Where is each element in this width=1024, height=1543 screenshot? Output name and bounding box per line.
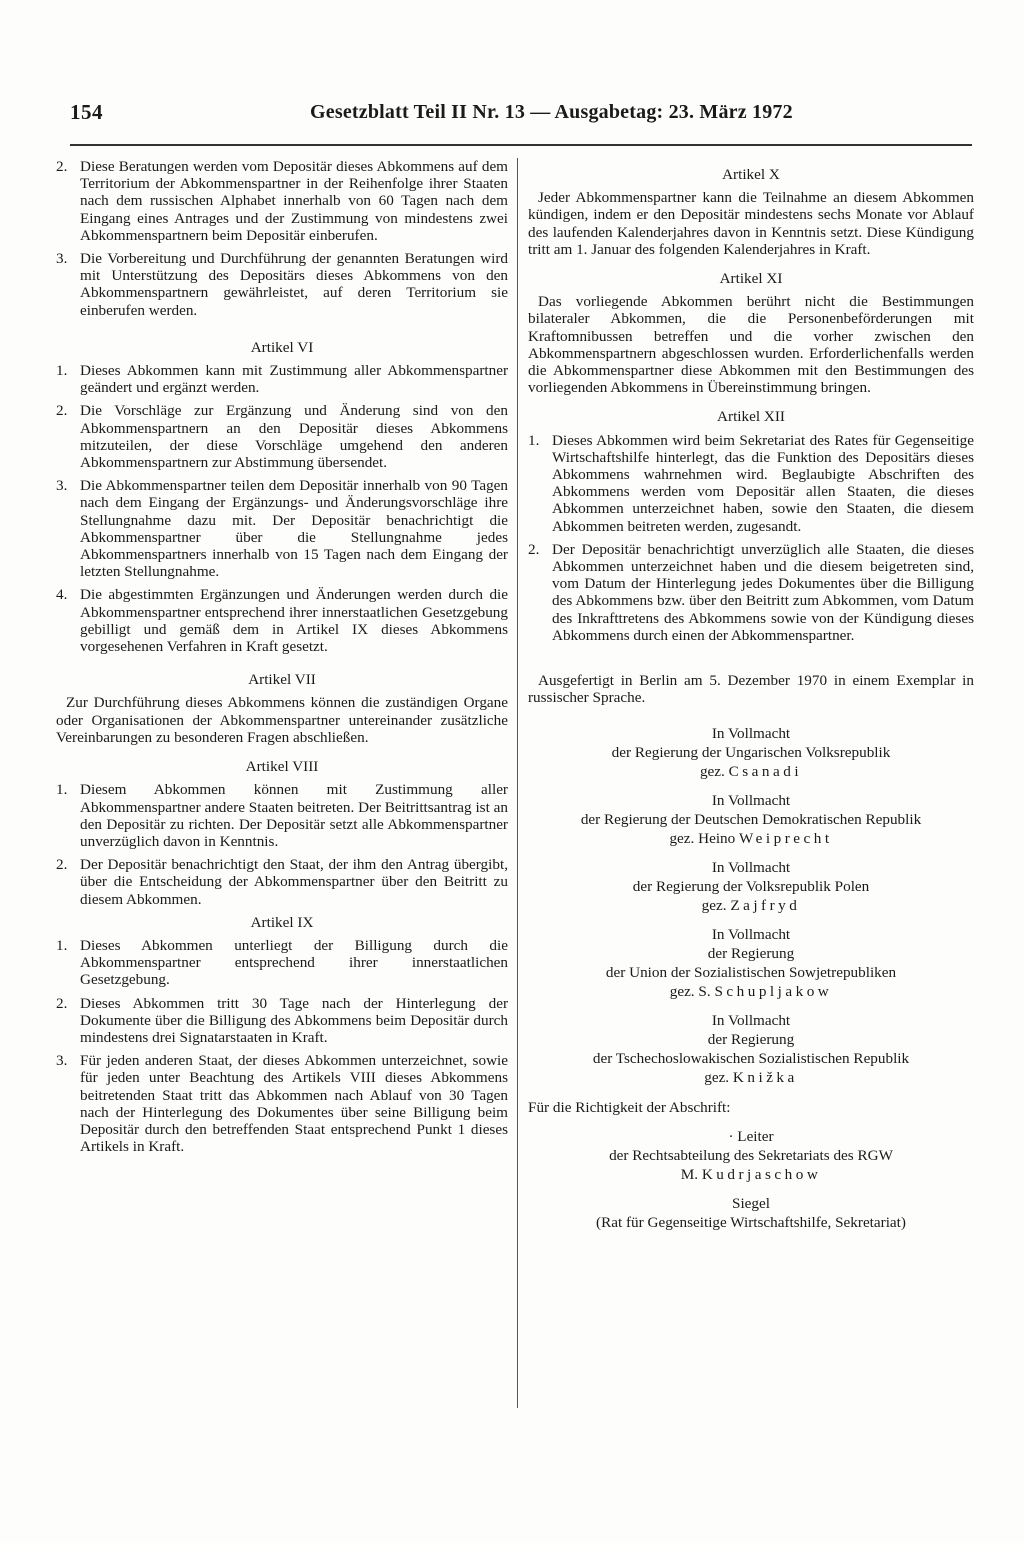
- signature-poland: [528, 858, 974, 915]
- signatory-name: Knižka: [732, 1069, 798, 1087]
- signature-line: der Regierung der Volksrepublik Polen: [632, 878, 870, 896]
- column-divider: [517, 158, 518, 1408]
- item-text: Der Depositär benachrichtigt unverzüglich alle Staaten, die dieses Abkommen unterzeichnet haben und die diesem beigetreten sind, vom Datum der Hinterlegung jedes Dokumentes über die Billigung des Abkommens bzw. über den Beitritt zum Abkommen, vom Datum des Inkrafttretens des Abkommens sowie von der Kündigung dieses Abkommens durch einen der Abkommenspartner.: [552, 540, 974, 644]
- list-item: [56, 250, 508, 319]
- article-heading: Artikel VIII: [245, 758, 319, 776]
- gez-label: gez. Heino: [669, 830, 736, 848]
- gez-label: gez.: [699, 763, 725, 781]
- item-text: Dieses Abkommen kann mit Zustimmung aller Abkommenspartner geändert und ergänzt werden.: [80, 362, 508, 397]
- list-item: [528, 432, 974, 535]
- item-text: Diesem Abkommen können mit Zustimmung aller Abkommenspartner andere Staaten beitreten. Der Beitrittsantrag ist an den Depositär zu richten. Der Depositär setzt alle Abkommenspartner unverzüglich davon in Kenntnis.: [80, 781, 508, 850]
- item-number: 1.: [56, 362, 68, 380]
- signature-line: In Vollmacht: [711, 725, 791, 743]
- gez-label: gez. S.: [669, 983, 711, 1001]
- signature-line: In Vollmacht: [711, 792, 791, 810]
- initial-label: M.: [680, 1165, 699, 1183]
- signatory: [528, 762, 974, 781]
- list-item: [56, 781, 508, 850]
- closing-statement: Ausgefertigt in Berlin am 5. Dezember 1970 in einem Exemplar in russischer Sprache.: [528, 672, 974, 707]
- signatory-name: Schupljakow: [714, 983, 833, 1001]
- list-item: [56, 856, 508, 908]
- certification-label: Für die Richtigkeit der Abschrift:: [528, 1099, 731, 1117]
- seal-block: [528, 1194, 974, 1232]
- gez-label: gez.: [704, 1069, 730, 1087]
- article-text: Zur Durchführung dieses Abkommens können die zuständigen Organe oder Organisationen der Abkommenspartner untereinander zusätzliche Vereinbarungen zu besonderen Fragen abschließen.: [56, 694, 508, 746]
- list-item: [56, 158, 508, 244]
- signature-line: · Leiter: [728, 1127, 774, 1145]
- gez-label: gez.: [701, 897, 727, 915]
- list-item: [56, 477, 508, 580]
- page-header: [70, 100, 972, 140]
- item-number: 1.: [56, 781, 68, 799]
- list-item: [56, 1052, 508, 1155]
- item-number: 3.: [56, 477, 68, 495]
- article-text: Jeder Abkommenspartner kann die Teilnahme an diesem Abkommen kündigen, indem er den Depositär mindestens sechs Monate vor Ablauf des laufenden Kalenderjahres davon in Kenntnis setzt. Diese Kündigung tritt am 1. Januar des folgenden Kalenderjahres in Kraft.: [528, 189, 974, 258]
- signature-leiter: [528, 1127, 974, 1184]
- article-text: Das vorliegende Abkommen berührt nicht die Bestimmungen bilateraler Abkommen, die die Personenbeförderungen mit Kraftomnibussen betreffen und die vorher zwischen den Abkommenspartnern abgeschlossen wurden. Erforderlichenfalls werden die Abkommenspartner diese Abkommen mit den Bestimmungen des vorliegenden Abkommens in Übereinstimmung bringen.: [528, 293, 974, 397]
- item-text: Die Abkommenspartner teilen dem Depositär innerhalb von 90 Tagen nach dem Eingang der Ergänzungs- und Änderungsvorschläge ihre Stellungnahme dazu mit. Der Depositär benachrichtigt die Abkommenspartner über die Stellungnahme jedes Abkommenspartners innerhalb von 15 Tagen nach dem Eingang der letzten Stellungnahme.: [80, 477, 508, 581]
- signatory: [528, 1068, 974, 1087]
- item-number: 2.: [528, 540, 540, 558]
- header-rule: [70, 144, 972, 146]
- signature-line: der Rechtsabteilung des Sekretariats des RGW: [609, 1146, 893, 1164]
- item-text: Diese Beratungen werden vom Depositär dieses Abkommens auf dem Territorium der Abkommenspartner in der Reihenfolge ihrer Staaten nach dem russischen Alphabet innerhalb von 60 Tagen nach dem Eingang eines Antrages und der Zustimmung von mindestens zwei Abkommenspartnern beim Depositär einberufen.: [80, 158, 508, 244]
- item-text: Die Vorschläge zur Ergänzung und Änderung sind von den Abkommenspartnern an den Depositär dieses Abkommens mitzuteilen, der diese Vorschläge umgehend den anderen Abkommenspartnern zur Abstimmung übersendet.: [80, 402, 508, 472]
- article-heading: Artikel XI: [719, 270, 783, 288]
- item-text: Dieses Abkommen unterliegt der Billigung durch die Abkommenspartner entsprechend ihrer innerstaatlichen Gesetzgebung.: [80, 936, 508, 989]
- item-number: 1.: [56, 936, 68, 954]
- signature-line: In Vollmacht: [711, 859, 791, 877]
- signature-hungary: [528, 724, 974, 781]
- signatory: [528, 982, 974, 1001]
- article-heading: Artikel IX: [250, 913, 314, 931]
- signatory: [528, 829, 974, 848]
- signatory: [528, 896, 974, 915]
- signatory-name: Weiprecht: [739, 830, 833, 848]
- item-text: Die abgestimmten Ergänzungen und Änderungen werden durch die Abkommenspartner entsprechend ihrer innerstaatlichen Gesetzgebung gebilligt und gemäß dem in Artikel IX dieses Abkommens vorgesehenen Verfahren in Kraft gesetzt.: [80, 586, 508, 656]
- signature-line: der Regierung der Deutschen Demokratischen Republik: [580, 811, 922, 829]
- right-column: [528, 158, 974, 1242]
- list-item: [528, 541, 974, 644]
- left-column: [56, 158, 508, 1161]
- item-number: 2.: [56, 856, 68, 874]
- signature-ussr: [528, 925, 974, 1001]
- item-number: 1.: [528, 431, 540, 449]
- journal-line: Gesetzblatt Teil II Nr. 13 — Ausgabetag: 23. März 1972: [310, 101, 793, 123]
- signatory-name: Zajfryd: [730, 897, 801, 915]
- item-number: 4.: [56, 586, 68, 604]
- list-item: [56, 995, 508, 1047]
- item-text: Die Vorbereitung und Durchführung der genannten Beratungen wird mit Unterstützung des Depositärs dieses Abkommens von den Abkommenspartnern gewährleistet, auf deren Territorium sie einberufen werden.: [80, 250, 508, 319]
- item-text: Der Depositär benachrichtigt den Staat, der ihm den Antrag übergibt, über die Entscheidung der Abkommenspartner über den Beitritt zu diesem Abkommen.: [80, 856, 508, 908]
- signatory-name: Csanadi: [728, 763, 803, 781]
- item-text: Dieses Abkommen wird beim Sekretariat des Rates für Gegenseitige Wirtschaftshilfe hinterlegt, das die Funktion des Depositärs dieses Abkommens wahrnehmen wird. Beglaubigte Abschriften des Abkommens werden vom Depositär allen Staaten, die dieses Abkommen unterzeichnet haben, sowie den Staaten, die diesem Abkommen beitreten werden, zugesandt.: [552, 431, 974, 535]
- signatory: [528, 1165, 974, 1184]
- item-text: Dieses Abkommen tritt 30 Tage nach der Hinterlegung der Dokumente über die Billigung des Abkommens beim Depositär durch mindestens drei Signatarstaaten in Kraft.: [80, 994, 508, 1046]
- item-number: 2.: [56, 158, 68, 175]
- signature-line: der Regierung der Ungarischen Volksrepublik: [611, 744, 891, 762]
- page-number: 154: [70, 100, 103, 124]
- signature-line: der Union der Sozialistischen Sowjetrepubliken: [605, 964, 897, 982]
- item-number: 2.: [56, 994, 68, 1012]
- article-heading: Artikel X: [722, 166, 780, 183]
- list-item: [56, 362, 508, 396]
- item-number: 2.: [56, 402, 68, 420]
- item-text: Für jeden anderen Staat, der dieses Abkommen unterzeichnet, sowie für jeden unter Beachtung des Artikels VIII dieses Abkommens beitretenden Staat tritt das Abkommen nach Ablauf von 30 Tagen nach der Hinterlegung des Dokumentes über seine Billigung beim Depositär durch den betreffenden Staat entsprechend Punkt 1 dieses Artikels in Kraft.: [80, 1052, 508, 1156]
- list-item: [56, 937, 508, 989]
- article-heading: Artikel XII: [717, 408, 785, 426]
- signatory-name: Kudrjaschow: [701, 1165, 822, 1183]
- item-number: 3.: [56, 1052, 68, 1070]
- signature-line: In Vollmacht: [711, 926, 791, 944]
- signature-line: der Regierung: [707, 945, 795, 963]
- spacer: [528, 650, 974, 672]
- list-item: [56, 402, 508, 471]
- signature-czechoslovakia: [528, 1011, 974, 1087]
- article-heading: Artikel VII: [248, 671, 316, 689]
- seal-text: (Rat für Gegenseitige Wirtschaftshilfe, Sekretariat): [596, 1213, 906, 1231]
- signature-line: der Tschechoslowakischen Sozialistischen Republik: [592, 1050, 910, 1068]
- item-number: 3.: [56, 250, 68, 268]
- article-heading: Artikel VI: [250, 338, 314, 356]
- signature-line: In Vollmacht: [711, 1012, 791, 1030]
- seal-title: Siegel: [732, 1194, 770, 1212]
- signature-gdr: [528, 791, 974, 848]
- list-item: [56, 586, 508, 655]
- signature-line: der Regierung: [707, 1031, 795, 1049]
